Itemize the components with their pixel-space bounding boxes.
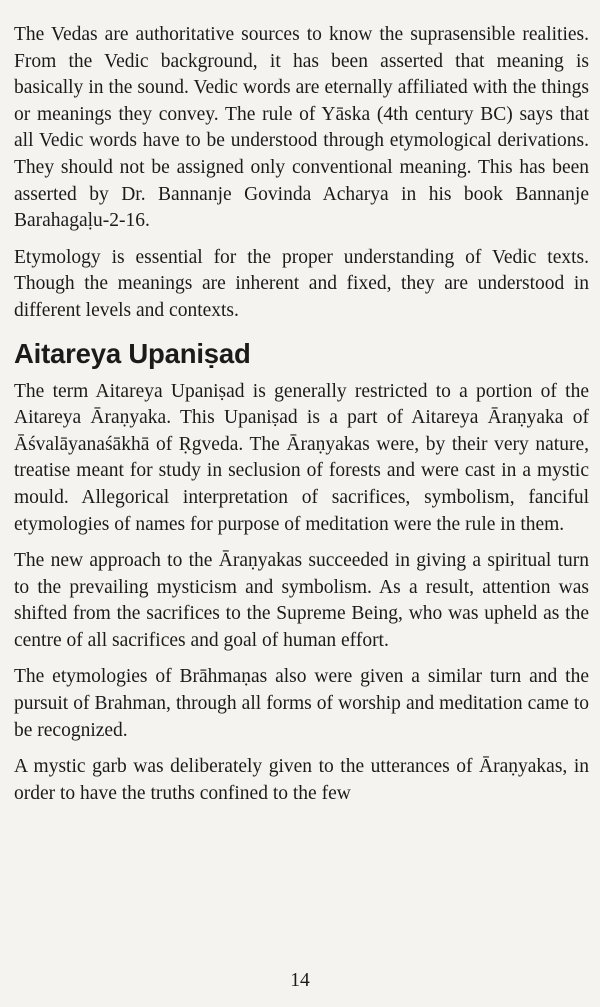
section-heading: Aitareya Upaniṣad [14, 337, 251, 369]
paragraph-aitareya-definition: The term Aitareya Upaniṣad is generally restricted to a portion of the Aitareya Āraṇyaka. This Upaniṣad is a part of Aitareya Āraṇyaka of Āśvalāyanaśākhā of Ṛgveda. The Āraṇyakas were, by their very nature, treatise meant for study in seclusion of forests and were cast in a mystic mould. Allegorical interpretation of sacrifices, symbolism, fanciful etymologies of names for purpose of meditation were the rule in them. [14, 380, 589, 535]
page-number: 14 [290, 970, 310, 991]
paragraph-brahmanas: The etymologies of Brāhmaṇas also were given a similar turn and the pursuit of Brahman, through all forms of worship and meditation came to be recognized. [14, 666, 589, 741]
page-body [14, 22, 589, 982]
paragraph-etymology: Etymology is essential for the proper understanding of Vedic texts. Though the meanings are inherent and fixed, they are understood in different levels and contexts. [14, 246, 589, 321]
paragraph-mystic-garb: A mystic garb was deliberately given to the utterances of Āraṇyakas, in order to have the truths confined to the few [14, 756, 589, 804]
paragraph-new-approach: The new approach to the Āraṇyakas succeeded in giving a spiritual turn to the prevailing mysticism and symbolism. As a result, attention was shifted from the sacrifices to the Supreme Being, who was upheld as the centre of all sacrifices and goal of human effort. [14, 550, 589, 651]
paragraph-vedas-authority: The Vedas are authoritative sources to know the suprasensible realities. From the Vedic background, it has been asserted that meaning is basically in the sound. Vedic words are eternally affiliated with the things or meanings they convey. The rule of Yāska (4th century BC) says that all Vedic words have to be understood through etymological derivations. They should not be assigned only conventional meaning. This has been asserted by Dr. Bannanje Govinda Acharya in his book Bannanje Barahagaḷu-2-16. [14, 24, 589, 232]
